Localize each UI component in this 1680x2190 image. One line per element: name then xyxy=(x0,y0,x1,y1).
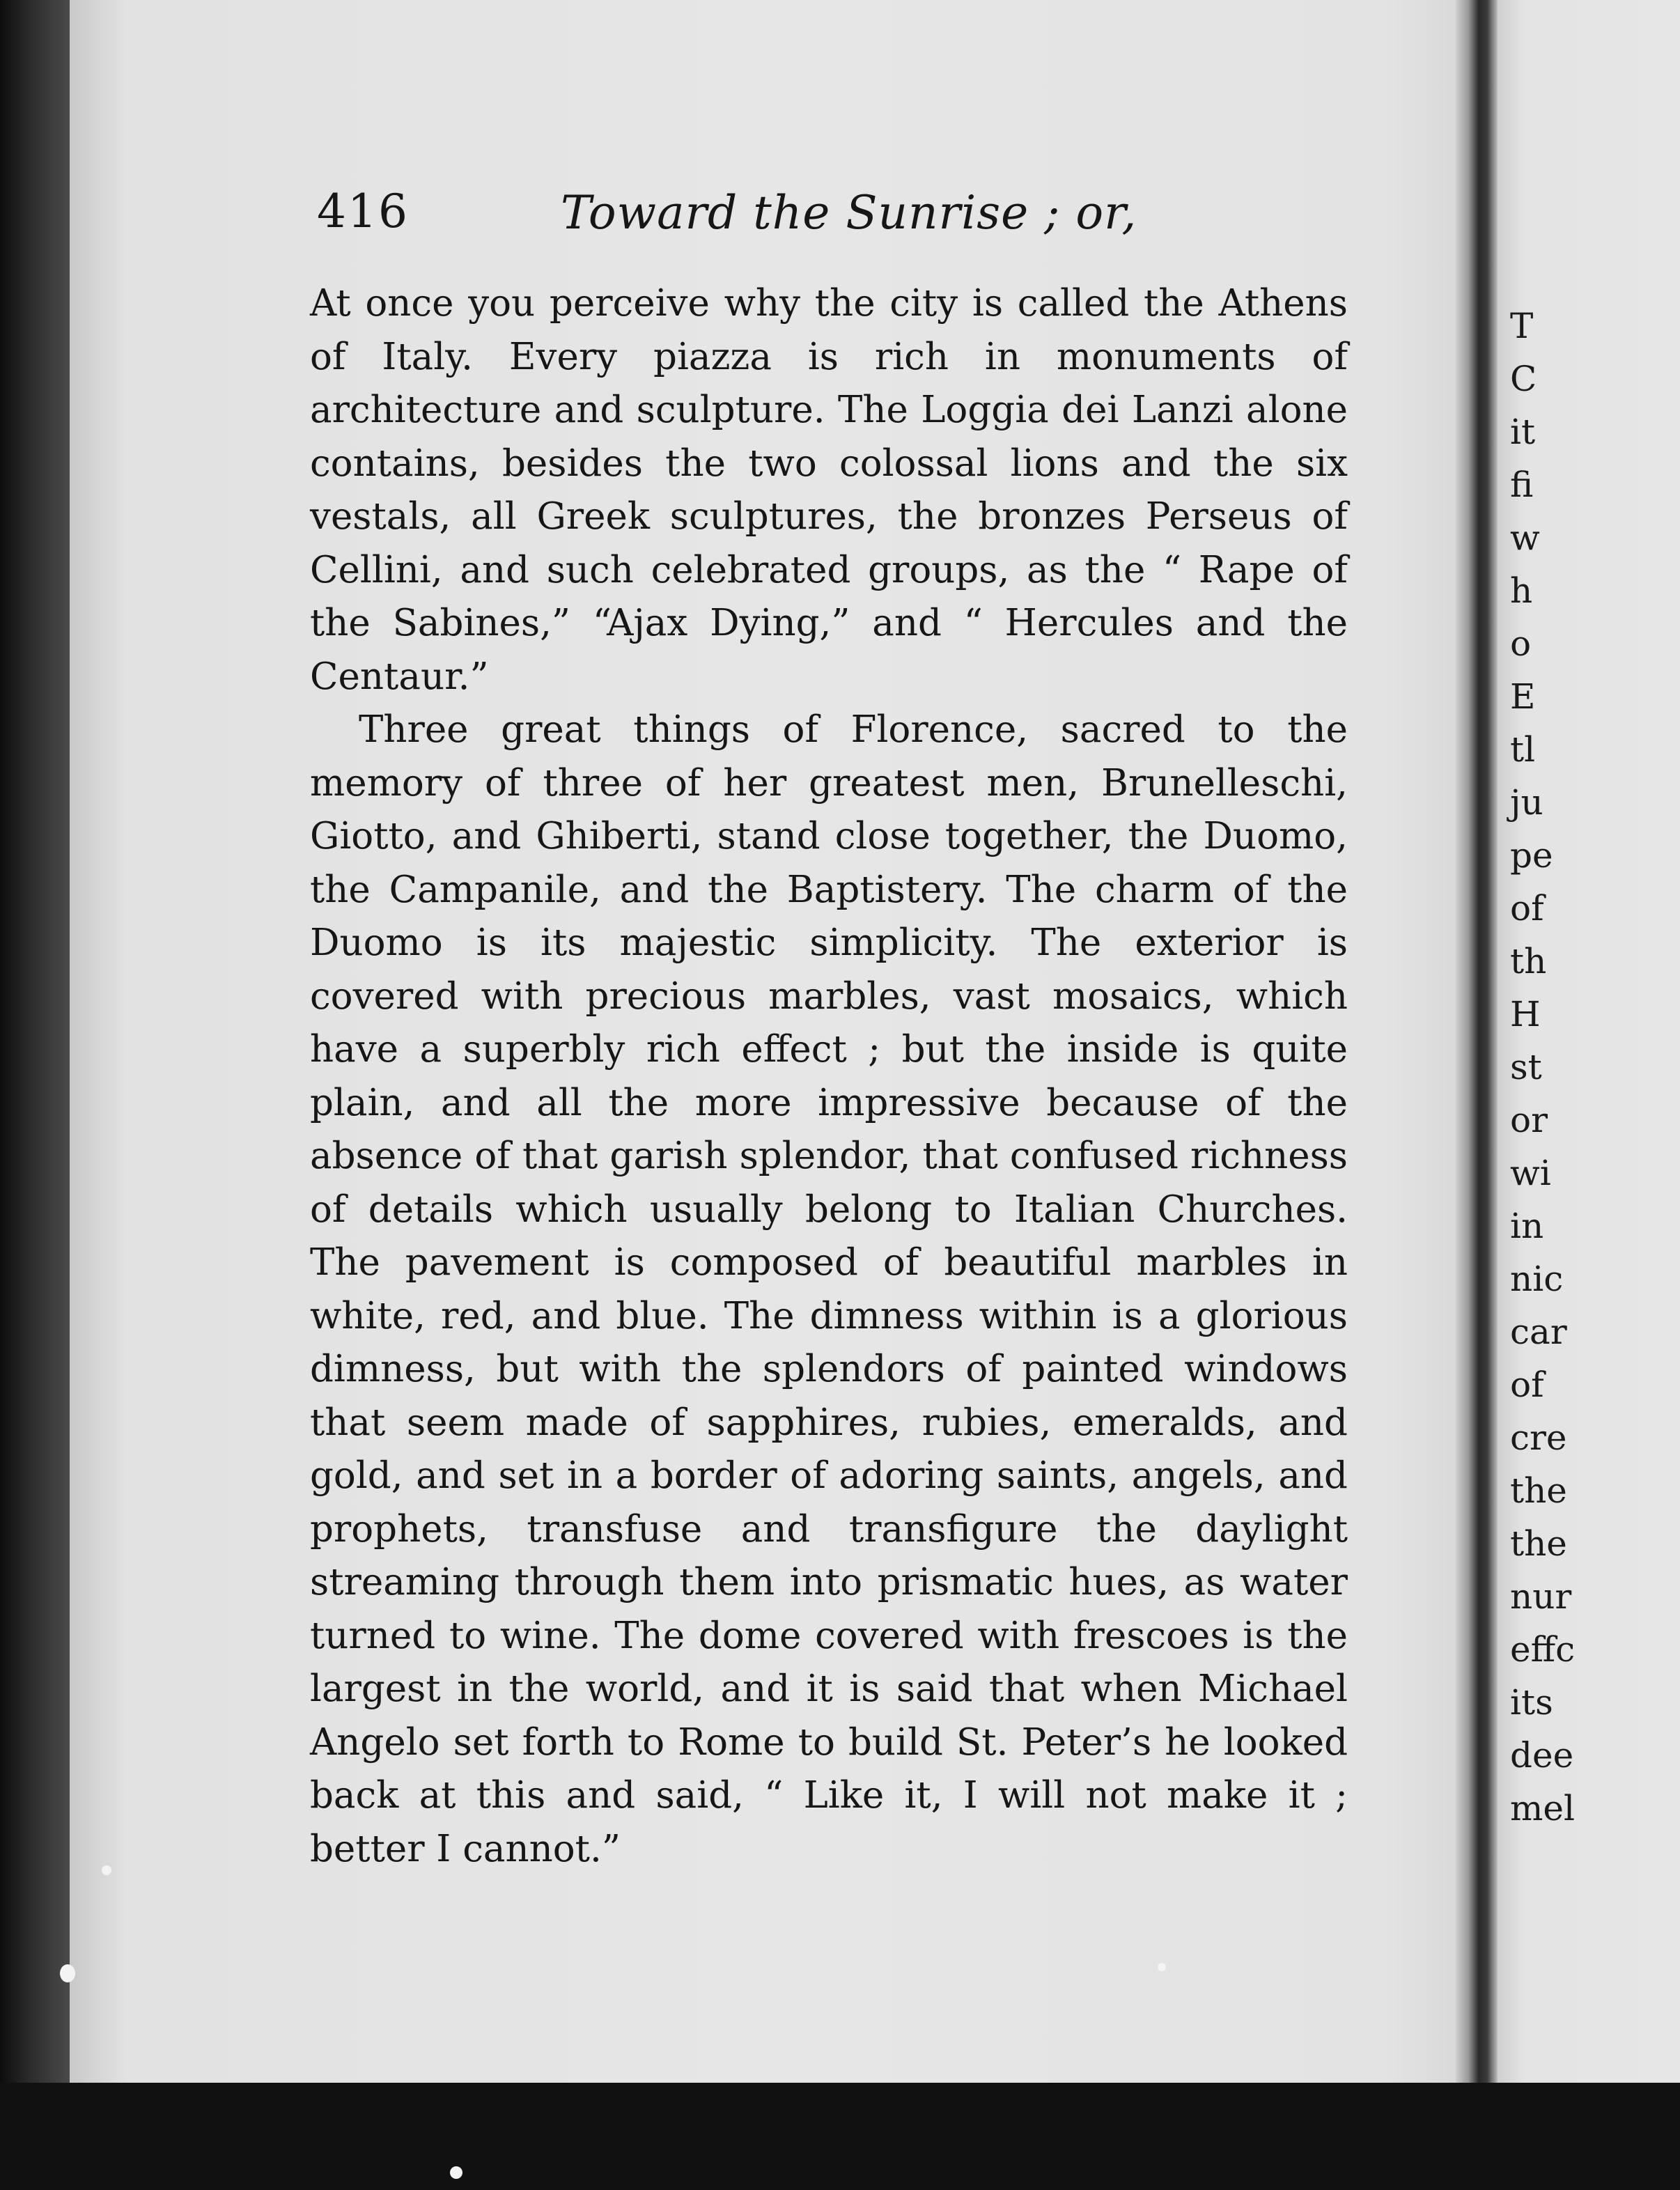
page-header xyxy=(317,178,1362,247)
facing-page-line-fragment: pe xyxy=(1510,835,1553,876)
facing-page-line-fragment: h xyxy=(1510,570,1533,611)
facing-page-line-fragment: wi xyxy=(1510,1153,1551,1193)
facing-page-line-fragment: ju xyxy=(1510,782,1543,823)
scan-bottom-border xyxy=(0,2083,1680,2190)
facing-page-line-fragment: w xyxy=(1510,518,1540,558)
paragraph-three-great-things: Three great things of Florence, sacred to the memory of three of her greatest men, Brunelleschi, Giotto, and Ghiberti, stand close together, the Duomo, the Campanile, and the Baptistery. The charm of the Duomo is its majestic simplicity. The exterior is covered with precious marbles, vast mosaics, which have a superbly rich effect ; but the inside is quite plain, and all the more impressive because of the absence of that garish splendor, that confused richness of details which usually belong to Italian Churches. The pavement is composed of beautiful marbles in white, red, and blue. The dimness within is a glorious dimness, but with the splendors of painted windows that seem made of sapphires, rubies, emeralds, and gold, and set in a border of adoring saints, angels, and prophets, transfuse and transfigure the daylight streaming through them into prismatic hues, as water turned to wine. The dome covered with frescoes is the largest in the world, and it is said that when Michael Angelo set forth to Rome to build St. Peter’s he looked back at this and said, “ Like it, I will not make it ; better I cannot.” xyxy=(310,708,1348,1870)
facing-page-line-fragment: effc xyxy=(1510,1629,1576,1670)
facing-page-text-fragments xyxy=(1510,300,1677,1835)
facing-page-line-fragment: dee xyxy=(1510,1735,1574,1776)
facing-page-line-fragment: C xyxy=(1510,359,1537,399)
facing-page-line-fragment: E xyxy=(1510,676,1536,717)
facing-page-line-fragment: th xyxy=(1510,941,1547,981)
scan-speck xyxy=(450,2166,462,2179)
page-gutter xyxy=(1456,0,1498,2083)
scan-speck xyxy=(1158,1963,1166,1971)
facing-page-line-fragment: o xyxy=(1510,623,1532,664)
facing-page-line-fragment: T xyxy=(1510,306,1534,346)
facing-page-line-fragment: mel xyxy=(1510,1788,1575,1828)
page-number: 416 xyxy=(317,185,409,238)
facing-page-line-fragment: or xyxy=(1510,1100,1548,1140)
facing-page-line-fragment: st xyxy=(1510,1047,1542,1087)
facing-page-line-fragment: it xyxy=(1510,412,1536,452)
running-head-title: Toward the Sunrise ; or, xyxy=(561,186,1137,240)
scan-speck xyxy=(60,1964,75,1982)
facing-page-line-fragment: nic xyxy=(1510,1259,1564,1299)
paragraph-athens-of-italy: At once you perceive why the city is called the Athens of Italy. Every piazza is rich in monuments of architecture and sculpture. The Loggia dei Lanzi alone contains, besides the two colossal lions and the six vestals, all Greek sculptures, the bronzes Perseus of Cellini, and such celebrated groups, as the “ Rape of the Sabines,” “Ajax Dying,” and “ Hercules and the Centaur.” xyxy=(310,282,1348,698)
page-body-text xyxy=(310,277,1348,1876)
facing-page-line-fragment: tl xyxy=(1510,729,1536,770)
facing-page-line-fragment: of xyxy=(1510,888,1544,929)
facing-page-line-fragment: the xyxy=(1510,1523,1567,1564)
left-binding-edge xyxy=(0,0,70,2190)
facing-page-line-fragment: in xyxy=(1510,1206,1544,1246)
facing-page-line-fragment: H xyxy=(1510,994,1541,1034)
scan-speck xyxy=(102,1865,111,1875)
facing-page-line-fragment: nur xyxy=(1510,1576,1572,1617)
facing-page-line-fragment: fi xyxy=(1510,465,1534,505)
facing-page-line-fragment: cre xyxy=(1510,1418,1567,1458)
facing-page-line-fragment: of xyxy=(1510,1365,1544,1405)
facing-page-line-fragment: the xyxy=(1510,1470,1567,1511)
facing-page-line-fragment: its xyxy=(1510,1682,1553,1723)
facing-page-line-fragment: car xyxy=(1510,1312,1567,1352)
